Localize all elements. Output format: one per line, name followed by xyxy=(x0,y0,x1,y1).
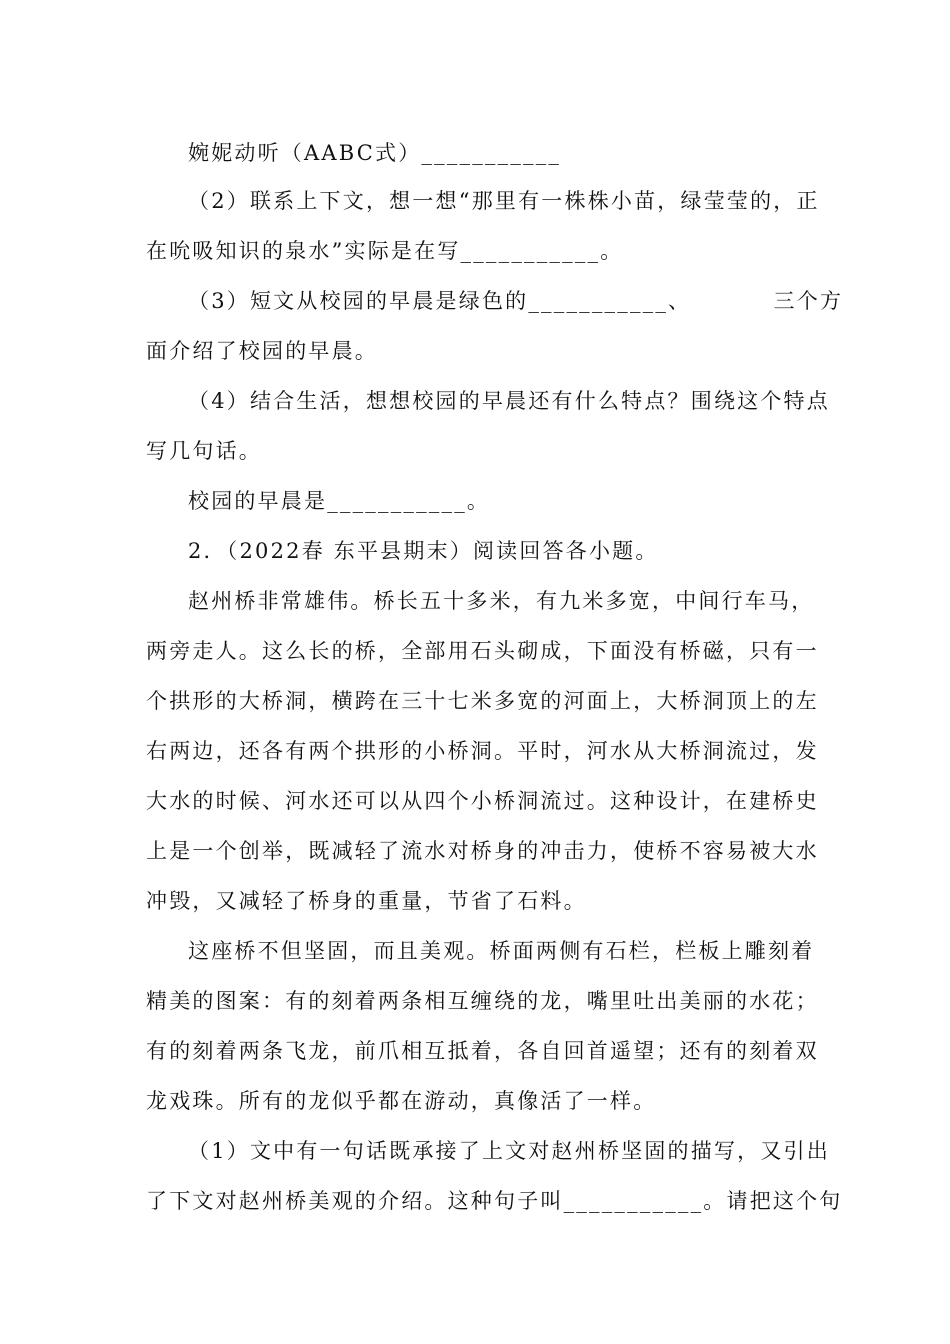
passage-line: 上是一个创举，既减轻了流水对桥身的冲击力，使桥不容易被大水 xyxy=(146,839,819,863)
question-2-heading: 2．（2022春 东平县期末）阅读回答各小题。 xyxy=(188,539,659,563)
passage-line: 右两边，还各有两个拱形的小桥洞。平时，河水从大桥洞流过，发 xyxy=(146,739,819,763)
passage-line: 赵州桥非常雄伟。桥长五十多米，有九米多宽，中间行车马， xyxy=(188,589,815,613)
text-line-q4-part2: 写几句话。 xyxy=(146,439,262,463)
passage-line: 个拱形的大桥洞，横跨在三十七米多宽的河面上，大桥洞顶上的左 xyxy=(146,689,819,713)
text-line-q4-part1: （4）结合生活，想想校园的早晨还有什么特点？围绕这个特点 xyxy=(188,389,830,413)
question-2-1-part2: 了下文对赵州桥美观的介绍。这种句子叫___________。请把这个句 xyxy=(146,1189,843,1213)
text-line-morning-answer: 校园的早晨是___________。 xyxy=(188,489,491,513)
passage-line: 冲毁，又减轻了桥身的重量，节省了石料。 xyxy=(146,889,587,913)
passage-line: 两旁走人。这么长的桥，全部用石头砌成，下面没有桥磁，只有一 xyxy=(146,639,819,663)
text-line-q2-part2: 在吮吸知识的泉水”实际是在写___________。 xyxy=(146,239,624,263)
text-line-q2-part1: （2）联系上下文，想一想“那里有一株株小苗，绿莹莹的，正 xyxy=(188,189,820,213)
question-2-1-part1: （1）文中有一句话既承接了上文对赵州桥坚固的描写，又引出 xyxy=(188,1139,830,1163)
text-line-q3-part2: 面介绍了校园的早晨。 xyxy=(146,339,378,363)
text-line-idiom-aabc: 婉妮动听（AABC式）___________ xyxy=(188,141,562,165)
passage-line: 精美的图案：有的刻着两条相互缠绕的龙，嘴里吐出美丽的水花； xyxy=(146,989,819,1013)
passage-line: 龙戏珠。所有的龙似乎都在游动，真像活了一样。 xyxy=(146,1089,657,1113)
passage-line: 这座桥不但坚固，而且美观。桥面两侧有石栏，栏板上雕刻着 xyxy=(188,939,815,963)
text-line-q3-part1: （3）短文从校园的早晨是绿色的___________、 三个方 xyxy=(188,289,844,313)
passage-line: 有的刻着两条飞龙，前爪相互抵着，各自回首遥望；还有的刻着双 xyxy=(146,1039,819,1063)
passage-line: 大水的时候、河水还可以从四个小桥洞流过。这种设计，在建桥史 xyxy=(146,789,819,813)
